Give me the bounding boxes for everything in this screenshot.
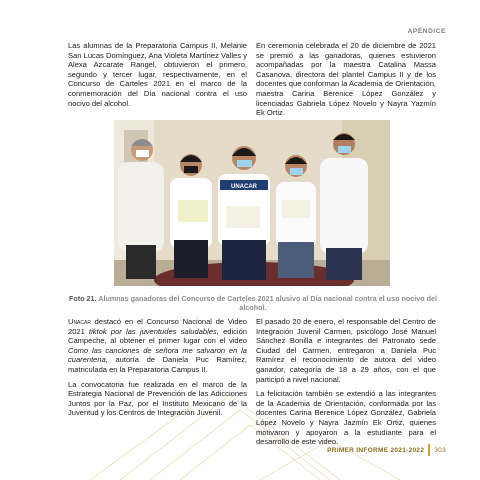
top-right-paragraph: En ceremonia celebrada el 20 de diciembre de 2021 se premió a las ganadoras, quienes estuvieron acompañadas por la maestra Catalina Massa Casanova, directora del plantel Campus II y de los docentes que conforman la Academia de Orientación, maestra Carina Berenice López González y licenciadas Gabriela López Novelo y Nayra Yazmín Ek Ortiz.: [256, 41, 436, 118]
award-photo: [114, 120, 390, 286]
bottom-right-paragraph-1: El pasado 20 de enero, el responsable del Centro de Integración Juvenil Carmen, psicólogo José Manuel Sánchez Bonilla e integrantes del Patronato sede Ciudad del Carmen, entregaron a Daniela Puc Ramírez el reconocimiento de autora del video ganador, categoría de 18 a 29 años, con el que participó a nivel nacional.: [256, 317, 436, 384]
contest-name: tiktok por las juventudes saludables,: [89, 326, 219, 336]
footer-label: PRIMER INFORME 2021-2022: [327, 446, 425, 454]
caption-text: Alumnas ganadoras del Concurso de Carteles 2021 alusivo al Día nacional contra el uso nocivo del alcohol.: [98, 294, 437, 313]
bottom-left-paragraph-1: [68, 317, 247, 375]
top-left-column: [68, 41, 247, 113]
page-number: 303: [434, 446, 446, 454]
text-segment: destacó en el Concurso Nacional de Video 2021: [68, 317, 247, 336]
shirt-logo-text: UNACAR: [231, 184, 257, 190]
section-header: APÉNDICE: [407, 28, 446, 35]
bottom-right-column: [256, 317, 436, 452]
bottom-left-paragraph-2: La convocatoria fue realizada en el marco de la Estrategia Nacional de Prevención de las Adicciones Juntos por la Paz, por el Instituto Mexicano de la Juventud y los Centros de Integración Juvenil.: [68, 379, 247, 418]
footer-divider: [428, 444, 430, 456]
text-segment: autoría de Daniela Puc Ramírez, matriculada en la Preparatoria Campus II.: [68, 355, 247, 374]
caption-label: Foto 21.: [68, 294, 97, 303]
text-segment: edición Campeche, al obtener el primer lugar con el video: [68, 326, 247, 346]
page-footer: [327, 444, 446, 456]
org-name: Unacar: [68, 317, 91, 326]
top-right-column: [256, 41, 436, 123]
bottom-right-paragraph-2: La felicitación también se extendió a las integrantes de la Academia de Orientación, conformada por las docentes Carina Berenice López González, Gabriela López Novelo y Nayra Jazmín Ek Ortiz, quienes motivaron y apoyaron a la estudiante para el desarrollo de este video.: [256, 389, 436, 447]
bottom-left-column: [68, 317, 247, 423]
video-title: Como las canciones de señora me salvaron en la cuarentena,: [68, 345, 247, 365]
photo-caption: [68, 294, 438, 313]
top-left-paragraph: Las alumnas de la Preparatoria Campus II, Melanie San Lucas Domínguez, Ana Violeta Martínez Valles y Alexa Azcarate Rangel, obtuvieron el primero, segundo y tercer lugar, respectivamente, en el Concurso de Carteles 2021 en el marco de la conmemoración del Día nacional contra el uso nocivo del alcohol.: [68, 41, 247, 108]
